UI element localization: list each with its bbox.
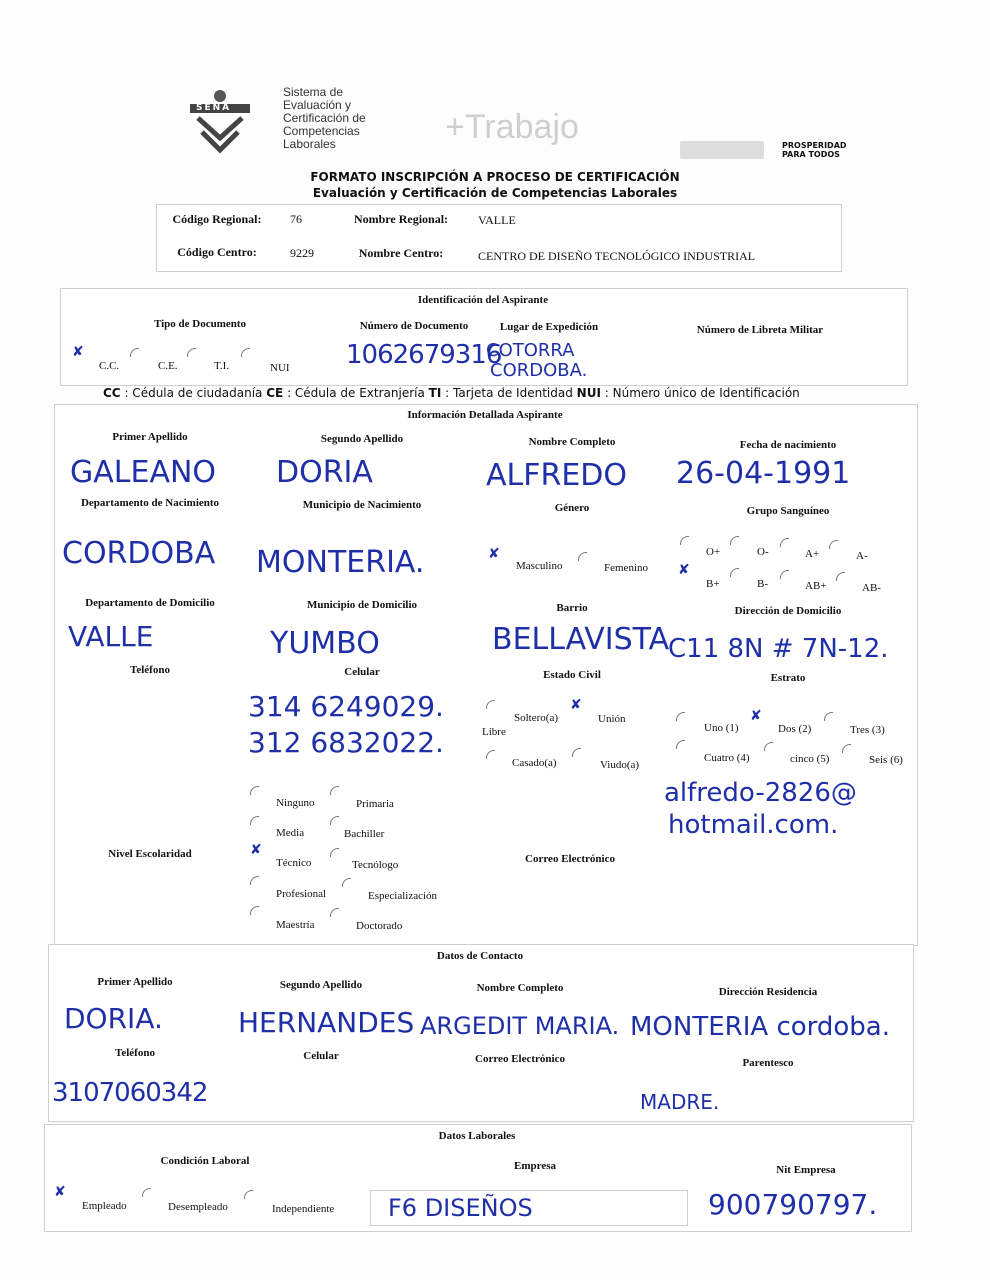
- maestria-radio[interactable]: [250, 906, 259, 915]
- segundo-apellido-label: Segundo Apellido: [320, 433, 404, 445]
- contacto-celular-label: Celular: [303, 1050, 339, 1062]
- estado-union[interactable]: Unión: [598, 713, 626, 725]
- estrato-label: Estrato: [770, 672, 806, 684]
- primer-apellido-label: Primer Apellido: [112, 431, 188, 443]
- contacto-direccion-label: Dirección Residencia: [718, 986, 818, 998]
- grupo-b-neg-radio[interactable]: [730, 568, 739, 577]
- estado-libre[interactable]: Libre: [482, 726, 506, 738]
- contacto-nombre-value[interactable]: ARGEDIT MARIA.: [420, 1012, 620, 1040]
- estrato-dos[interactable]: Dos (2): [778, 723, 812, 735]
- celular-value-2[interactable]: 312 6832022.: [248, 726, 444, 759]
- estado-viudo[interactable]: Viudo(a): [600, 759, 640, 771]
- genero-femenino-radio[interactable]: [578, 552, 587, 561]
- estrato-cinco[interactable]: cinco (5): [790, 753, 830, 765]
- aspirante-title: Información Detallada Aspirante: [407, 409, 563, 421]
- estrato-tres[interactable]: Tres (3): [850, 724, 885, 736]
- tecnologo-radio[interactable]: [330, 848, 339, 857]
- legend-ce: CE: [266, 386, 284, 400]
- system-name: [283, 86, 366, 151]
- lugar-exp-line2[interactable]: CORDOBA.: [490, 360, 588, 381]
- colombia-seal: [680, 141, 764, 159]
- tipo-nui[interactable]: NUI: [270, 362, 290, 374]
- correo-label: Correo Electrónico: [525, 853, 615, 865]
- condicion-laboral-label: Condición Laboral: [160, 1155, 250, 1167]
- tipo-doc-label: Tipo de Documento: [153, 318, 247, 330]
- municipio-dom-value[interactable]: YUMBO: [270, 626, 380, 661]
- correo-value-2[interactable]: hotmail.com.: [668, 810, 839, 840]
- system-line: Certificación de: [283, 111, 366, 125]
- nombre-centro-label: Nombre Centro:: [358, 246, 444, 260]
- legend-ti: TI: [428, 386, 442, 400]
- tipo-ti-radio[interactable]: [187, 348, 196, 357]
- tecnico-check-mark: ✘: [250, 842, 262, 858]
- nivel-maestria[interactable]: Maestría: [276, 919, 315, 931]
- masculino-check-mark: ✘: [488, 546, 500, 562]
- grupo-o-pos[interactable]: O+: [706, 546, 721, 558]
- desempleado-radio[interactable]: [142, 1188, 151, 1197]
- primaria-radio[interactable]: [330, 786, 339, 795]
- contacto-telefono-value[interactable]: 3107060342: [52, 1078, 208, 1108]
- legend-nui-text: : Número único de Identificación: [604, 386, 800, 400]
- estrato-seis[interactable]: Seis (6): [869, 754, 903, 766]
- union-check-mark: ✘: [570, 697, 582, 713]
- codigo-centro-value: 9229: [290, 246, 314, 260]
- legend-ce-text: : Cédula de Extranjería: [287, 386, 425, 400]
- nivel-especializacion[interactable]: Especialización: [368, 890, 438, 902]
- nit-empresa-value[interactable]: 900790797.: [708, 1188, 878, 1221]
- media-radio[interactable]: [250, 816, 259, 825]
- genero-label: Género: [554, 502, 590, 514]
- contacto-direccion-value[interactable]: MONTERIA cordoba.: [630, 1012, 890, 1042]
- doc-type-legend: [103, 386, 800, 400]
- correo-value-1[interactable]: alfredo-2826@: [664, 778, 857, 808]
- codigo-centro-label: Código Centro:: [177, 245, 257, 259]
- condicion-independiente[interactable]: Independiente: [272, 1203, 335, 1215]
- numero-documento-value[interactable]: 1062679316: [346, 340, 502, 370]
- legend-ti-text: : Tarjeta de Identidad: [445, 386, 573, 400]
- estrato-cuatro-radio[interactable]: [676, 740, 685, 749]
- genero-masculino[interactable]: Masculino: [516, 560, 563, 572]
- direccion-dom-label: Dirección de Domicilio: [734, 605, 842, 617]
- estrato-seis-radio[interactable]: [842, 744, 851, 753]
- b-pos-check-mark: ✘: [678, 562, 690, 578]
- nivel-doctorado[interactable]: Doctorado: [356, 920, 403, 932]
- condicion-empleado[interactable]: Empleado: [82, 1200, 127, 1212]
- grupo-o-neg[interactable]: O-: [757, 546, 769, 558]
- municipio-nac-value[interactable]: MONTERIA.: [256, 545, 425, 580]
- doctorado-radio[interactable]: [330, 908, 339, 917]
- especializacion-radio[interactable]: [342, 878, 351, 887]
- nivel-profesional[interactable]: Profesional: [276, 888, 327, 900]
- barrio-label: Barrio: [556, 602, 588, 614]
- cc-check-mark: ✘: [72, 344, 84, 360]
- depto-dom-value[interactable]: VALLE: [68, 620, 154, 653]
- viudo-radio[interactable]: [572, 748, 581, 757]
- estrato-uno[interactable]: Uno (1): [704, 722, 739, 734]
- grupo-ab-neg-radio[interactable]: [836, 572, 845, 581]
- libreta-label: Número de Libreta Militar: [696, 324, 824, 336]
- tipo-ce[interactable]: C.E.: [158, 360, 178, 372]
- estado-casado[interactable]: Casado(a): [512, 757, 557, 769]
- estado-civil-label: Estado Civil: [543, 669, 601, 681]
- nit-empresa-label: Nit Empresa: [776, 1164, 836, 1176]
- contacto-telefono-label: Teléfono: [115, 1047, 155, 1059]
- nivel-tecnologo[interactable]: Tecnólogo: [352, 859, 399, 871]
- grupo-a-pos-radio[interactable]: [780, 538, 789, 547]
- telefono-label: Teléfono: [130, 664, 170, 676]
- condicion-desempleado[interactable]: Desempleado: [168, 1201, 228, 1213]
- lugar-exp-line1[interactable]: COTORRA: [486, 340, 575, 361]
- contacto-segundo-apellido-label: Segundo Apellido: [279, 979, 363, 991]
- sena-logo-text: SENA: [196, 103, 232, 113]
- trabajo-logo: +Trabajo: [445, 108, 579, 146]
- grupo-a-pos[interactable]: A+: [805, 548, 820, 560]
- primer-apellido-value[interactable]: GALEANO: [70, 455, 217, 490]
- municipio-dom-label: Municipio de Domicilio: [307, 599, 417, 611]
- genero-femenino[interactable]: Femenino: [604, 562, 648, 574]
- contacto-nombre-label: Nombre Completo: [476, 982, 564, 994]
- prosperidad-logo: PROSPERIDAD PARA TODOS: [782, 141, 847, 159]
- grupo-o-neg-radio[interactable]: [730, 536, 739, 545]
- estrato-cinco-radio[interactable]: [764, 742, 773, 751]
- contacto-correo-label: Correo Electrónico: [475, 1053, 565, 1065]
- contacto-primer-apellido-value[interactable]: DORIA.: [64, 1002, 163, 1035]
- contacto-parentesco-label: Parentesco: [742, 1057, 794, 1069]
- nivel-bachiller[interactable]: Bachiller: [344, 828, 385, 840]
- grupo-sanguineo-label: Grupo Sanguíneo: [746, 505, 830, 517]
- grupo-ab-pos-radio[interactable]: [780, 570, 789, 579]
- grupo-b-neg[interactable]: B-: [757, 578, 768, 590]
- celular-value-1[interactable]: 314 6249029.: [248, 690, 444, 723]
- lugar-exp-label: Lugar de Expedición: [499, 321, 599, 333]
- nombre-completo-value[interactable]: ALFREDO: [486, 458, 628, 493]
- nivel-primaria[interactable]: Primaria: [356, 798, 394, 810]
- sena-logo: [188, 88, 252, 154]
- profesional-radio[interactable]: [250, 876, 259, 885]
- grupo-ab-pos[interactable]: AB+: [805, 580, 827, 592]
- nombre-regional-label: Nombre Regional:: [353, 212, 449, 226]
- casado-radio[interactable]: [486, 750, 495, 759]
- system-line: Competencias: [283, 124, 360, 138]
- contacto-title: Datos de Contacto: [436, 950, 524, 962]
- tipo-ti[interactable]: T.I.: [214, 360, 230, 372]
- legend-cc-text: : Cédula de ciudadanía: [124, 386, 263, 400]
- contacto-primer-apellido-label: Primer Apellido: [97, 976, 173, 988]
- empresa-value[interactable]: F6 DISEÑOS: [388, 1194, 533, 1222]
- estado-soltero[interactable]: Soltero(a): [514, 712, 558, 724]
- depto-nac-label: Departamento de Nacimiento: [80, 497, 220, 509]
- laborales-title: Datos Laborales: [438, 1130, 516, 1142]
- estrato-cuatro[interactable]: Cuatro (4): [704, 752, 750, 764]
- legend-cc: CC: [103, 386, 121, 400]
- independiente-radio[interactable]: [244, 1190, 253, 1199]
- grupo-a-neg[interactable]: A-: [856, 550, 868, 562]
- nombre-centro-value: CENTRO DE DISEÑO TECNOLÓGICO INDUSTRIAL: [478, 249, 756, 263]
- nivel-tecnico[interactable]: Técnico: [276, 857, 312, 869]
- empresa-label: Empresa: [514, 1160, 556, 1172]
- legend-nui: NUI: [576, 386, 601, 400]
- codigo-regional-value: 76: [290, 212, 302, 226]
- tipo-cc[interactable]: C.C.: [99, 360, 120, 372]
- celular-label: Celular: [344, 666, 380, 678]
- grupo-a-neg-radio[interactable]: [829, 540, 838, 549]
- nivel-escolaridad-label: Nivel Escolaridad: [108, 848, 192, 860]
- barrio-value[interactable]: BELLAVISTA: [492, 622, 670, 657]
- segundo-apellido-value[interactable]: DORIA: [276, 455, 373, 490]
- tipo-nui-radio[interactable]: [241, 348, 250, 357]
- bachiller-radio[interactable]: [330, 816, 339, 825]
- fecha-nacimiento-label: Fecha de nacimiento: [739, 439, 837, 451]
- ninguno-radio[interactable]: [250, 786, 259, 795]
- contacto-segundo-apellido-value[interactable]: HERNANDES: [238, 1006, 415, 1039]
- system-line: Sistema de: [283, 85, 344, 99]
- estrato-dos-check-mark: ✘: [750, 708, 762, 724]
- empleado-check-mark: ✘: [54, 1184, 66, 1200]
- soltero-radio[interactable]: [486, 700, 495, 709]
- estrato-uno-radio[interactable]: [676, 712, 685, 721]
- municipio-nac-label: Municipio de Nacimiento: [302, 499, 422, 511]
- direccion-dom-value[interactable]: C11 8N # 7N-12.: [668, 634, 889, 664]
- fecha-nacimiento-value[interactable]: 26-04-1991: [676, 456, 851, 491]
- grupo-b-pos[interactable]: B+: [706, 578, 720, 590]
- identificacion-title: Identificación del Aspirante: [417, 294, 549, 306]
- tipo-ce-radio[interactable]: [130, 348, 139, 357]
- grupo-ab-neg[interactable]: AB-: [862, 582, 881, 594]
- system-line: Evaluación y: [283, 98, 352, 112]
- numero-doc-label: Número de Documento: [359, 320, 469, 332]
- nivel-ninguno[interactable]: Ninguno: [276, 797, 315, 809]
- form-subtitle: Evaluación y Certificación de Competencias Laborales: [312, 186, 678, 200]
- grupo-o-pos-radio[interactable]: [680, 536, 689, 545]
- depto-nac-value[interactable]: CORDOBA: [62, 536, 216, 571]
- contacto-parentesco-value[interactable]: MADRE.: [640, 1090, 720, 1114]
- estrato-tres-radio[interactable]: [824, 712, 833, 721]
- nombre-completo-label: Nombre Completo: [528, 436, 616, 448]
- depto-dom-label: Departamento de Domicilio: [85, 597, 215, 609]
- nivel-media[interactable]: Media: [276, 827, 305, 839]
- codigo-regional-label: Código Regional:: [172, 212, 262, 226]
- form-title: FORMATO INSCRIPCIÓN A PROCESO DE CERTIFICACIÓN: [310, 170, 680, 184]
- nombre-regional-value: VALLE: [478, 213, 516, 227]
- system-line: Laborales: [283, 137, 336, 151]
